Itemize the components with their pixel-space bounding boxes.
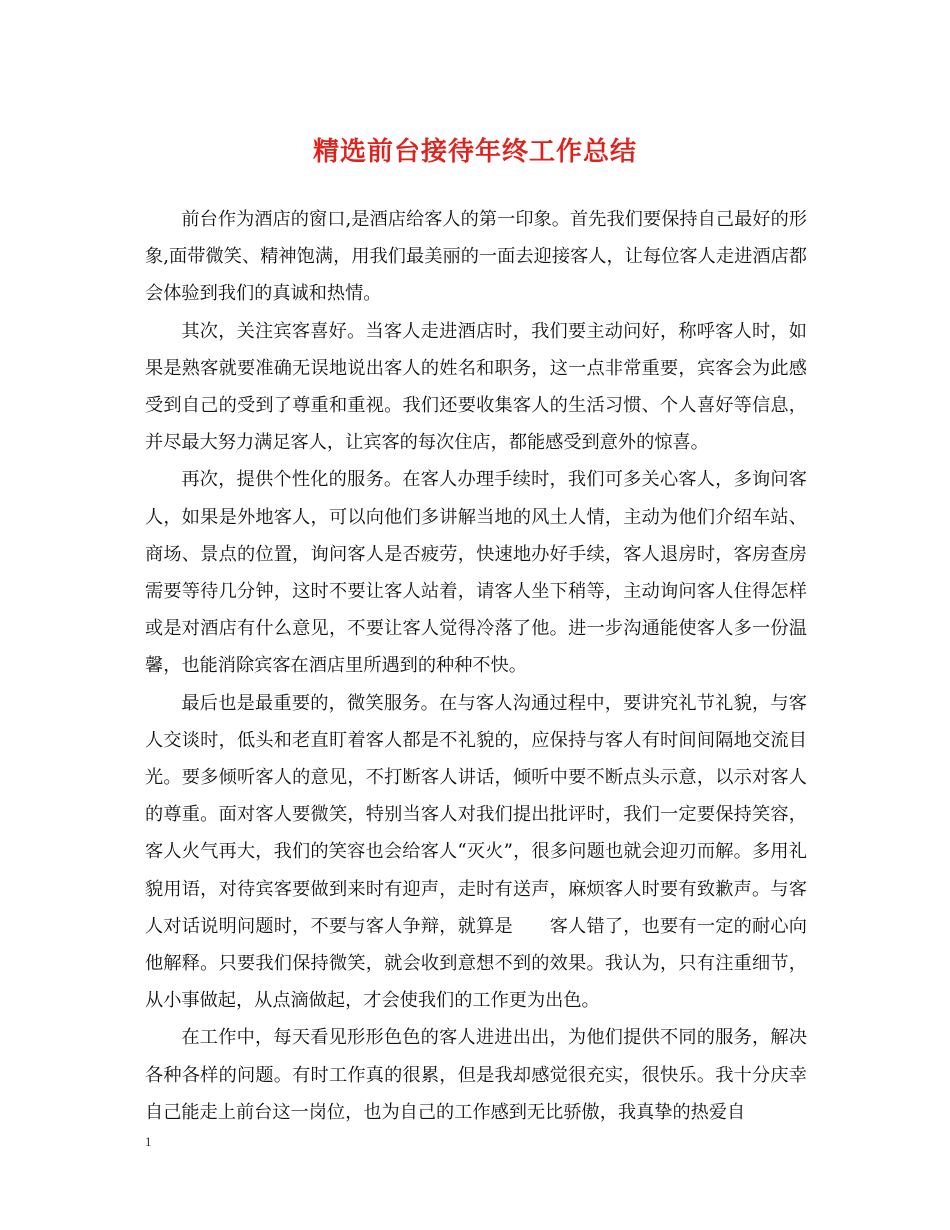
paragraph-2: 其次，关注宾客喜好。当客人走进酒店时，我们要主动问好，称呼客人时，如果是熟客就要准确无误地说出客人的姓名和职务，这一点非常重要，宾客会为此感受到自己的受到了尊重和重视。我们还要收集客人的生活习惯、个人喜好等信息，并尽最大努力满足客人，让宾客的每次住店，都能感受到意外的惊喜。 (145, 320, 807, 454)
paragraph-1: 前台作为酒店的窗口,是酒店给客人的第一印象。首先我们要保持自己最好的形象,面带微笑、精神饱满，用我们最美丽的一面去迎接客人，让每位客人走进酒店都会体验到我们的真诚和热情。 (145, 209, 807, 305)
page-number: 1 (145, 1134, 152, 1149)
paragraph-3: 再次，提供个性化的服务。在客人办理手续时，我们可多关心客人，多询问客人，如果是外地客人，可以向他们多讲解当地的风土人情，主动为他们介绍车站、商场、景点的位置，询问客人是否疲劳，快速地办好手续，客人退房时，客房查房需要等待几分钟，这时不要让客人站着，请客人坐下稍等，主动询问客人住得怎样或是对酒店有什么意见，不要让客人觉得冷落了他。进一步沟通能使客人多一份温馨，也能消除宾客在酒店里所遇到的种种不快。 (145, 469, 807, 677)
paragraph-4: 最后也是最重要的，微笑服务。在与客人沟通过程中，要讲究礼节礼貌，与客人交谈时，低头和老直盯着客人都是不礼貌的，应保持与客人有时间间隔地交流目光。要多倾听客人的意见，不打断客人讲话，倾听中要不断点头示意，以示对客人的尊重。面对客人要微笑，特别当客人对我们提出批评时，我们一定要保持笑容，客人火气再大，我们的笑容也会给客人“灭火”，很多问题也就会迎刃而解。多用礼貌用语，对待宾客要做到来时有迎声，走时有送声，麻烦客人时要有致歉声。与客人对话说明问题时，不要与客人争辩，就算是 客人错了，也要有一定的耐心向他解释。只要我们保持微笑，就会收到意想不到的效果。我认为，只有注重细节，从小事做起，从点滴做起，才会使我们的工作更为出色。 (145, 692, 807, 1012)
paragraph-5: 在工作中，每天看见形形色色的客人进进出出，为他们提供不同的服务，解决各种各样的问题。有时工作真的很累，但是我却感觉很充实，很快乐。我十分庆幸自己能走上前台这一岗位，也为自己的工作感到无比骄傲，我真挚的热爱自 (145, 1027, 807, 1123)
document-body (145, 201, 807, 1131)
document-title: 精选前台接待年终工作总结 (312, 137, 637, 167)
